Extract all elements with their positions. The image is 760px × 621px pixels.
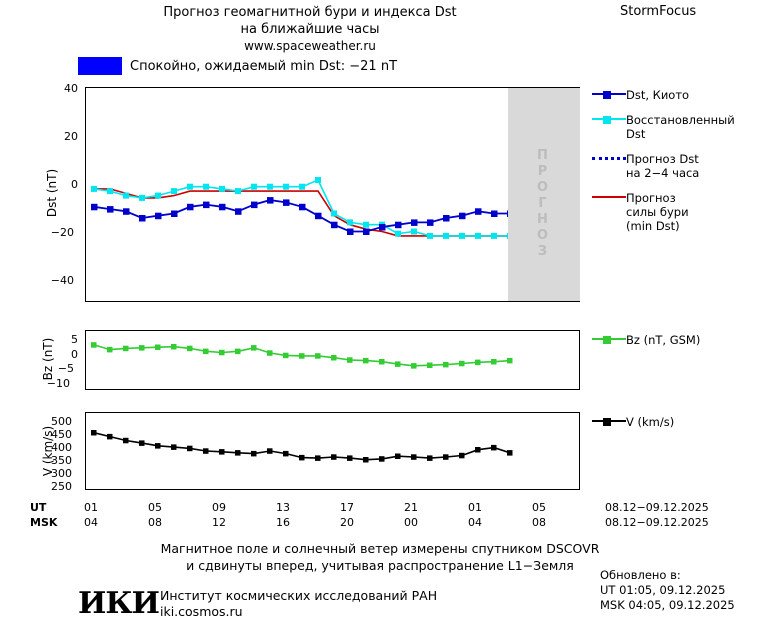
brand-label: StormFocus — [620, 4, 697, 19]
dst-ytick-20: 20 — [64, 130, 78, 143]
v-ytick-300: 300 — [51, 467, 72, 480]
legend-key-bz — [592, 333, 626, 340]
dst-ytick-0: 0 — [71, 178, 78, 191]
v-ytick-250: 250 — [51, 480, 72, 493]
legend-label-storm-2: силы бури — [626, 205, 689, 219]
title-line-1: Прогноз геомагнитной бури и индекса Dst — [163, 5, 457, 20]
bz-legend — [592, 333, 760, 358]
v-axis-label: V (km/s) — [41, 425, 55, 477]
msk-tick-6: 04 — [468, 516, 482, 529]
x-axis-ut-row — [30, 500, 760, 515]
ut-tick-3: 13 — [276, 501, 290, 514]
legend-label-forecast-1: Прогноз Dst — [626, 152, 699, 166]
msk-tick-4: 20 — [340, 516, 354, 529]
legend-label-v: V (km/s) — [626, 415, 675, 429]
ut-tick-4: 17 — [340, 501, 354, 514]
status-banner — [78, 55, 558, 77]
legend-label-forecast-2: на 2−4 часа — [626, 166, 700, 180]
ut-tick-1: 05 — [148, 501, 162, 514]
legend-key-recovered — [592, 113, 626, 120]
x-axis-msk-row — [30, 515, 760, 530]
bz-axis-label: Bz (nT) — [41, 337, 55, 381]
legend-label-storm-1: Прогноз — [626, 191, 676, 205]
site-url: www.spaceweather.ru — [244, 39, 376, 53]
v-ytick-500: 500 — [51, 415, 72, 428]
bz-ytick-5: 5 — [71, 333, 78, 346]
v-ytick-450: 450 — [51, 428, 72, 441]
dst-ytick-minus20: −20 — [50, 226, 74, 239]
title-line-2: на ближайшие часы — [240, 22, 380, 37]
legend-label-storm-3: (min Dst) — [626, 219, 680, 233]
msk-tick-2: 12 — [212, 516, 226, 529]
legend-label-bz: Bz (nT, GSM) — [626, 333, 701, 347]
institute-url: iki.cosmos.ru — [160, 604, 243, 619]
legend-key-storm — [592, 191, 626, 198]
ut-tick-6: 01 — [468, 501, 482, 514]
msk-tick-3: 16 — [276, 516, 290, 529]
ut-tick-5: 21 — [404, 501, 418, 514]
ut-tick-2: 09 — [212, 501, 226, 514]
dst-plot-panel — [85, 87, 580, 302]
v-ytick-400: 400 — [51, 441, 72, 454]
iki-logo: ИКИ — [78, 586, 159, 621]
dst-axis-label: Dst (nT) — [45, 168, 59, 218]
updated-msk: MSK 04:05, 09.12.2025 — [600, 598, 735, 612]
legend-key-v — [592, 415, 626, 422]
dst-ytick-40: 40 — [64, 82, 78, 95]
ut-tick-0: 01 — [84, 501, 98, 514]
msk-tick-5: 00 — [404, 516, 418, 529]
ut-date-range: 08.12−09.12.2025 — [605, 501, 709, 514]
dst-ytick-minus40: −40 — [50, 274, 74, 287]
status-color-swatch — [78, 57, 122, 75]
dst-legend — [592, 88, 760, 244]
institute-name: Институт космических исследований РАН — [160, 588, 438, 603]
x-axis-rows — [30, 500, 760, 530]
chart-title — [0, 4, 620, 55]
legend-key-forecast — [592, 152, 626, 160]
legend-item-storm — [592, 191, 760, 233]
legend-label-recovered-2: Dst — [626, 127, 646, 141]
legend-key-dst — [592, 88, 626, 95]
v-series-svg — [86, 413, 579, 489]
bz-plot-panel — [85, 330, 580, 390]
bz-ytick-0: 0 — [71, 348, 78, 361]
updated-block — [600, 568, 735, 613]
msk-date-range: 08.12−09.12.2025 — [605, 516, 709, 529]
bz-ytick-minus10: −10 — [46, 377, 70, 390]
ut-tick-7: 05 — [532, 501, 546, 514]
forecast-band-label: ПРОГНОЗ — [535, 148, 550, 260]
legend-item-recovered — [592, 113, 760, 141]
institute-info — [160, 588, 437, 620]
bz-ytick-minus5: −5 — [57, 362, 74, 375]
v-legend — [592, 415, 760, 440]
msk-tick-0: 04 — [84, 516, 98, 529]
legend-label-recovered-1: Восстановленный — [626, 113, 735, 127]
v-plot-panel — [85, 412, 580, 490]
footer-note-line-1: Магнитное поле и солнечный ветер измерены спутником DSCOVR — [160, 541, 600, 556]
legend-label-dst: Dst, Киото — [626, 88, 690, 102]
x-axis-msk-name: MSK — [30, 516, 58, 529]
msk-tick-1: 08 — [148, 516, 162, 529]
legend-item-forecast — [592, 152, 760, 180]
msk-tick-7: 08 — [532, 516, 546, 529]
status-text: Спокойно, ожидаемый min Dst: −21 nT — [130, 58, 398, 74]
bz-series-svg — [86, 331, 579, 389]
x-axis-ut-name: UT — [30, 501, 47, 514]
updated-title: Обновлено в: — [600, 568, 681, 582]
dst-series-svg — [86, 88, 579, 301]
legend-item-dst — [592, 88, 760, 102]
footer-note-line-2: и сдвинуты вперед, учитывая распространение L1−Земля — [186, 558, 574, 573]
updated-ut: UT 01:05, 09.12.2025 — [600, 583, 726, 597]
v-ytick-350: 350 — [51, 454, 72, 467]
